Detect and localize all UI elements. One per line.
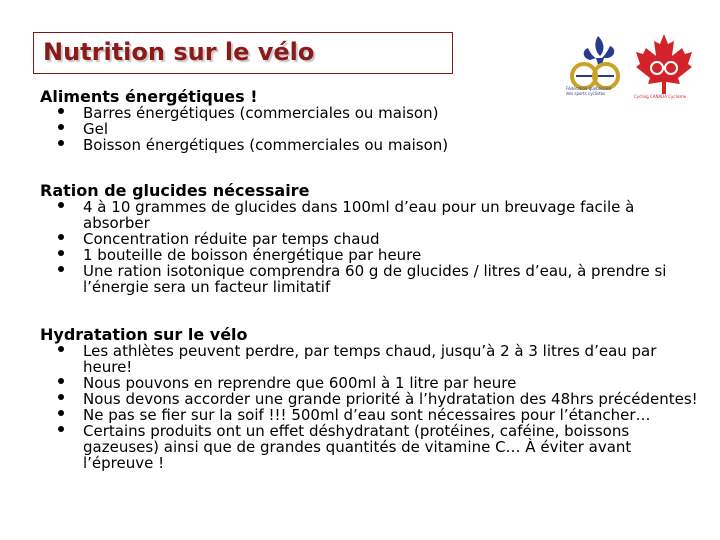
section-carbohydrate-ration bbox=[40, 182, 700, 295]
list-item: 4 à 10 grammes de glucides dans 100ml d’eau pour un breuvage facile à absorber bbox=[40, 199, 700, 231]
bullet-list bbox=[40, 105, 700, 153]
list-item: Concentration réduite par temps chaud bbox=[40, 231, 700, 247]
list-item: Nous devons accorder une grande priorité à l’hydratation des 48hrs précédentes! bbox=[40, 391, 700, 407]
fqsc-caption-line2: des sports cyclistes bbox=[566, 91, 606, 96]
list-item: Certains produits ont un effet déshydratant (protéines, caféine, boissons gazeuses) ainsi que de grandes quantités de vitamine C… À éviter avant l’épreuve ! bbox=[40, 423, 700, 471]
section-hydration bbox=[40, 326, 700, 471]
maple-leaf-icon bbox=[636, 34, 692, 94]
list-item: Les athlètes peuvent perdre, par temps chaud, jusqu’à 2 à 3 litres d’eau par heure! bbox=[40, 343, 700, 375]
list-item: Barres énergétiques (commerciales ou maison) bbox=[40, 105, 700, 121]
fqsc-caption-line1: Fédération québécoise bbox=[566, 86, 612, 91]
section-energy-foods bbox=[40, 88, 700, 153]
list-item: Une ration isotonique comprendra 60 g de glucides / litres d’eau, à prendre si l’énergie sera un facteur limitatif bbox=[40, 263, 700, 295]
section-heading: Hydratation sur le vélo bbox=[40, 325, 248, 344]
list-item: 1 bouteille de boisson énergétique par heure bbox=[40, 247, 700, 263]
list-item: Boisson énergétiques (commerciales ou maison) bbox=[40, 137, 700, 153]
bullet-list bbox=[40, 199, 700, 295]
list-item: Ne pas se fier sur la soif !!! 500ml d’eau sont nécessaires pour l’étancher… bbox=[40, 407, 700, 423]
page-title: Nutrition sur le vélo bbox=[43, 38, 315, 66]
fleur-de-lis-icon bbox=[584, 36, 615, 64]
list-item: Nous pouvons en reprendre que 600ml à 1 litre par heure bbox=[40, 375, 700, 391]
section-heading: Aliments énergétiques ! bbox=[40, 87, 258, 106]
list-item: Gel bbox=[40, 121, 700, 137]
cycling-canada-caption: Cycling CANADA Cyclisme bbox=[634, 94, 687, 99]
title-box bbox=[33, 32, 453, 74]
section-heading: Ration de glucides nécessaire bbox=[40, 181, 310, 200]
bullet-list bbox=[40, 343, 700, 471]
